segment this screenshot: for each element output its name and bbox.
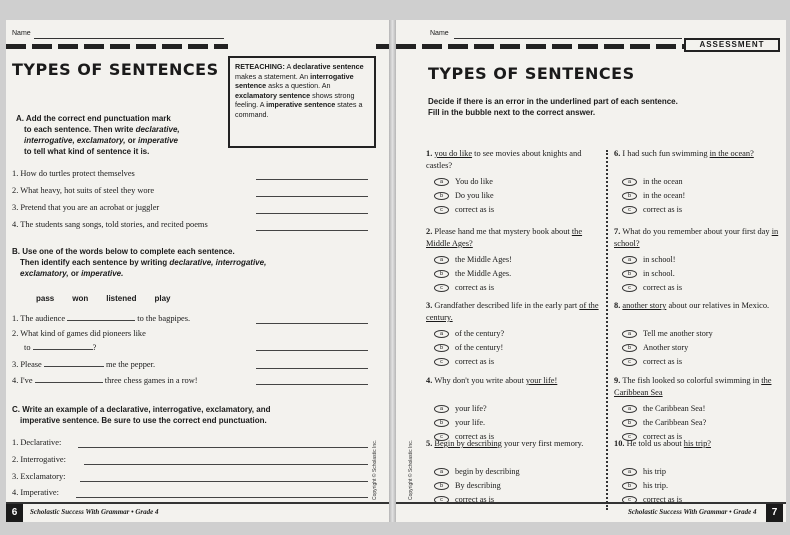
underlined-part: you do like [434, 149, 473, 158]
left-page [6, 20, 389, 522]
underlined-part: in the ocean? [709, 149, 754, 158]
question-number: 7. [614, 227, 623, 236]
answer-option-label: your life? [455, 404, 487, 413]
answer-bubble[interactable]: a [622, 256, 637, 264]
name-label: Name [430, 30, 449, 37]
answer-option[interactable] [434, 404, 487, 413]
answer-option[interactable] [622, 283, 682, 292]
section-c-item-2: 2. Interrogative: [12, 455, 66, 464]
answer-option-label: the Middle Ages. [455, 269, 512, 278]
answer-option-label: the Caribbean Sea! [643, 404, 706, 413]
answer-line-b2[interactable] [256, 350, 368, 351]
book-spine [389, 20, 396, 522]
section-b-item-1: 1. The audience to the bagpipes. [12, 314, 191, 323]
answer-option-label: the Caribbean Sea? [643, 418, 707, 427]
word-bank-item: play [154, 294, 171, 303]
section-b-item-2-cont: to ? [24, 343, 97, 352]
answer-bubble[interactable]: a [622, 405, 637, 413]
name-label: Name [12, 30, 31, 37]
reteaching-term: interrogative sentence [235, 71, 354, 91]
answer-line-a3[interactable] [256, 213, 368, 214]
answer-bubble[interactable]: c [434, 284, 449, 292]
answer-option-label: correct as is [455, 205, 495, 214]
answer-bubble[interactable]: c [434, 433, 449, 441]
answer-option[interactable] [434, 481, 501, 490]
answer-option[interactable] [622, 329, 713, 338]
reteaching-text-part: A [284, 62, 293, 71]
answer-option[interactable] [434, 255, 512, 264]
question-10 [614, 438, 786, 450]
answer-bubble[interactable]: b [622, 482, 637, 490]
answer-option-label: of the century? [455, 329, 505, 338]
answer-line-a2[interactable] [256, 196, 368, 197]
answer-bubble[interactable]: b [622, 419, 637, 427]
column-divider [606, 150, 608, 510]
underlined-part: of the century. [426, 301, 599, 322]
answer-line-b4[interactable] [256, 384, 368, 385]
section-c-item-3: 3. Exclamatory: [12, 472, 66, 481]
section-b-item-3: 3. Please me the pepper. [12, 360, 156, 369]
reteaching-text-part: makes a statement. An [235, 71, 311, 81]
answer-bubble[interactable]: c [622, 433, 637, 441]
underlined-part: his trip? [683, 439, 712, 448]
answer-option-label: his trip. [643, 481, 669, 490]
answer-option-label: Another story [643, 343, 689, 352]
answer-line-c2[interactable] [84, 464, 368, 465]
name-line [34, 38, 224, 39]
page-title: TYPES OF SENTENCES [428, 64, 635, 83]
reteaching-text-part: asks a question. An [266, 81, 331, 91]
answer-option[interactable] [434, 205, 494, 214]
footer [6, 502, 389, 522]
answer-option[interactable] [622, 177, 683, 186]
word-bank-item: won [72, 294, 89, 303]
answer-bubble[interactable]: a [622, 178, 637, 186]
answer-option-label: his trip [643, 467, 666, 476]
reteaching-term: exclamatory sentence [235, 90, 311, 100]
answer-option-label: correct as is [643, 205, 683, 214]
answer-bubble[interactable]: c [434, 496, 449, 504]
question-number: 1. [426, 149, 435, 158]
fill-blank[interactable] [33, 341, 93, 350]
question-number: 9. [614, 376, 623, 385]
word-bank-item: pass [36, 294, 55, 303]
question-number: 6. [614, 149, 623, 158]
answer-option[interactable] [622, 191, 685, 200]
dashed-rule [396, 44, 684, 49]
answer-line-a4[interactable] [256, 230, 368, 231]
underlined-part: in school? [614, 227, 779, 248]
right-page [396, 20, 786, 522]
page-title: TYPES OF SENTENCES [12, 60, 219, 79]
underlined-part: Begin by describing [434, 439, 502, 448]
reteaching-term: imperative sentence [266, 100, 336, 110]
reteaching-text-part: states a command. [235, 100, 363, 119]
answer-option[interactable] [434, 177, 493, 186]
answer-bubble[interactable]: a [434, 256, 449, 264]
question-text: your very first memory. [501, 439, 584, 448]
section-a-item-2: 2. What heavy, hot suits of steel they wore [12, 186, 155, 195]
question-3 [426, 300, 606, 324]
question-text: What do you remember about your first day [622, 227, 772, 236]
answer-option[interactable] [622, 357, 682, 366]
question-6 [614, 148, 786, 160]
answer-option-label: correct as is [643, 283, 683, 292]
assessment-tab: ASSESSMENT [684, 38, 780, 52]
answer-option[interactable] [622, 255, 676, 264]
answer-option-label: Tell me another story [643, 329, 713, 338]
reteaching-term: declarative sentence [292, 62, 364, 71]
answer-bubble[interactable]: c [622, 284, 637, 292]
question-5 [426, 438, 606, 450]
question-text: Please hand me that mystery book about [434, 227, 572, 236]
answer-option-label: By describing [455, 481, 501, 490]
copyright-notice: Copyright © Scholastic Inc. [372, 439, 378, 500]
answer-bubble[interactable]: c [434, 358, 449, 366]
reteaching-lead: RETEACHING: [235, 62, 285, 71]
question-number: 2. [426, 227, 435, 236]
answer-line-a1[interactable] [256, 179, 368, 180]
answer-bubble[interactable]: b [434, 482, 449, 490]
reteaching-box [228, 56, 376, 148]
question-number: 3. [426, 301, 435, 310]
answer-option[interactable] [622, 467, 666, 476]
answer-option[interactable] [434, 191, 494, 200]
answer-bubble[interactable]: c [622, 496, 637, 504]
answer-option-label: correct as is [643, 357, 683, 366]
section-a-item-3: 3. Pretend that you are an acrobat or juggler [12, 203, 160, 212]
answer-option[interactable] [622, 404, 705, 413]
question-text: about our relatives in Mexico. [666, 301, 770, 310]
question-number: 8. [614, 301, 623, 310]
footer [396, 502, 786, 522]
section-a-instructions: A. Add the correct end punctuation mark to each sentence. Then write declarative, interrogative, exclamatory, or imperative to tell what kind of sentence it is. [16, 114, 180, 156]
answer-option-label: in the ocean! [643, 191, 686, 200]
answer-line-b1[interactable] [256, 323, 368, 324]
question-number: 10. [614, 439, 627, 448]
answer-bubble[interactable]: c [622, 206, 637, 214]
answer-option-label: begin by describing [455, 467, 520, 476]
answer-option[interactable] [622, 343, 688, 352]
answer-option[interactable] [434, 357, 494, 366]
section-a-item-4: 4. The students sang songs, told stories, and recited poems [12, 220, 208, 229]
word-bank [36, 294, 188, 303]
underlined-part: the Caribbean Sea [614, 376, 772, 397]
fill-blank[interactable] [35, 374, 103, 383]
underlined-part: another story [622, 301, 667, 310]
section-b-item-2: 2. What kind of games did pioneers like [12, 329, 146, 338]
answer-bubble[interactable]: c [622, 358, 637, 366]
section-b-instructions: B. Use one of the words below to complete each sentence. Then identify each sentence by writing declarative, interrogative, exclamatory, or imperative. [12, 247, 267, 278]
dashed-rule-end [376, 44, 389, 49]
answer-option[interactable] [622, 205, 682, 214]
answer-option-label: You do like [455, 177, 493, 186]
question-1 [426, 148, 606, 172]
name-line [454, 38, 682, 39]
answer-option[interactable] [622, 269, 675, 278]
answer-bubble[interactable]: a [622, 330, 637, 338]
answer-option-label: Do you like [455, 191, 494, 200]
answer-bubble[interactable]: b [622, 344, 637, 352]
footer-text: Scholastic Success With Grammar • Grade 4 [628, 508, 757, 516]
answer-option-label: correct as is [455, 283, 495, 292]
answer-option-label: correct as is [643, 495, 683, 504]
question-text: He told us about [626, 439, 684, 448]
page-number: 6 [6, 504, 23, 522]
answer-option-label: the Middle Ages! [455, 255, 512, 264]
answer-option-label: correct as is [455, 432, 495, 441]
answer-line-c4[interactable] [76, 497, 368, 498]
section-c-instructions: C. Write an example of a declarative, interrogative, exclamatory, and imperative sentence. Be sure to use the correct end punctuation. [12, 405, 271, 425]
question-text: The fish looked so colorful swimming in [622, 376, 762, 385]
answer-bubble[interactable]: c [434, 206, 449, 214]
section-b-item-4: 4. I've three chess games in a row! [12, 376, 198, 385]
answer-bubble[interactable]: b [434, 419, 449, 427]
answer-option-label: in school! [643, 255, 676, 264]
answer-line-b3[interactable] [256, 368, 368, 369]
answer-bubble[interactable]: a [434, 178, 449, 186]
answer-option[interactable] [622, 418, 706, 427]
question-9 [614, 375, 786, 399]
answer-bubble[interactable]: a [434, 468, 449, 476]
answer-bubble[interactable]: a [622, 468, 637, 476]
question-text: Why don't you write about [434, 376, 526, 385]
question-4 [426, 375, 606, 387]
answer-bubble[interactable]: b [434, 270, 449, 278]
answer-option[interactable] [434, 329, 504, 338]
fill-blank[interactable] [67, 312, 135, 321]
answer-option[interactable] [434, 269, 511, 278]
underlined-part: the Middle Ages? [426, 227, 583, 248]
section-c-item-1: 1. Declarative: [12, 438, 62, 447]
answer-bubble[interactable]: a [434, 330, 449, 338]
question-number: 4. [426, 376, 435, 385]
answer-bubble[interactable]: b [434, 192, 449, 200]
copyright-notice: Copyright © Scholastic Inc. [408, 439, 414, 500]
word-bank-item: listened [106, 294, 137, 303]
dashed-rule [6, 44, 228, 49]
answer-option-label: in school. [643, 269, 675, 278]
question-text: to see movies about knights and castles? [426, 149, 582, 170]
answer-option[interactable] [434, 467, 520, 476]
fill-blank[interactable] [44, 358, 104, 367]
page-number: 7 [766, 504, 783, 522]
answer-option-label: correct as is [455, 357, 495, 366]
answer-bubble[interactable]: b [434, 344, 449, 352]
answer-option-label: in the ocean [643, 177, 683, 186]
question-text: I had such fun swimming [622, 149, 710, 158]
question-7 [614, 226, 786, 250]
answer-option-label: of the century! [455, 343, 504, 352]
answer-option-label: correct as is [455, 495, 495, 504]
question-8 [614, 300, 786, 312]
answer-bubble[interactable]: b [622, 270, 637, 278]
answer-option[interactable] [434, 418, 485, 427]
answer-bubble[interactable]: b [622, 192, 637, 200]
reteaching-text-part: shows strong feeling. A [235, 90, 355, 110]
section-a-item-1: 1. How do turtles protect themselves [12, 169, 135, 178]
answer-option[interactable] [622, 481, 668, 490]
question-number: 5. [426, 439, 435, 448]
answer-line-c1[interactable] [78, 447, 368, 448]
question-2 [426, 226, 606, 250]
answer-option-label: correct as is [643, 432, 683, 441]
footer-text: Scholastic Success With Grammar • Grade 4 [30, 508, 159, 516]
answer-option-label: your life. [455, 418, 486, 427]
question-text: Grandfather described life in the early part [434, 301, 580, 310]
answer-line-c3[interactable] [80, 481, 368, 482]
answer-bubble[interactable]: a [434, 405, 449, 413]
underlined-part: your life! [525, 376, 558, 385]
section-c-item-4: 4. Imperative: [12, 488, 59, 497]
answer-option[interactable] [434, 343, 503, 352]
assessment-instructions: Decide if there is an error in the underlined part of each sentence. Fill in the bubble next to the correct answer. [428, 97, 678, 117]
answer-option[interactable] [434, 283, 494, 292]
